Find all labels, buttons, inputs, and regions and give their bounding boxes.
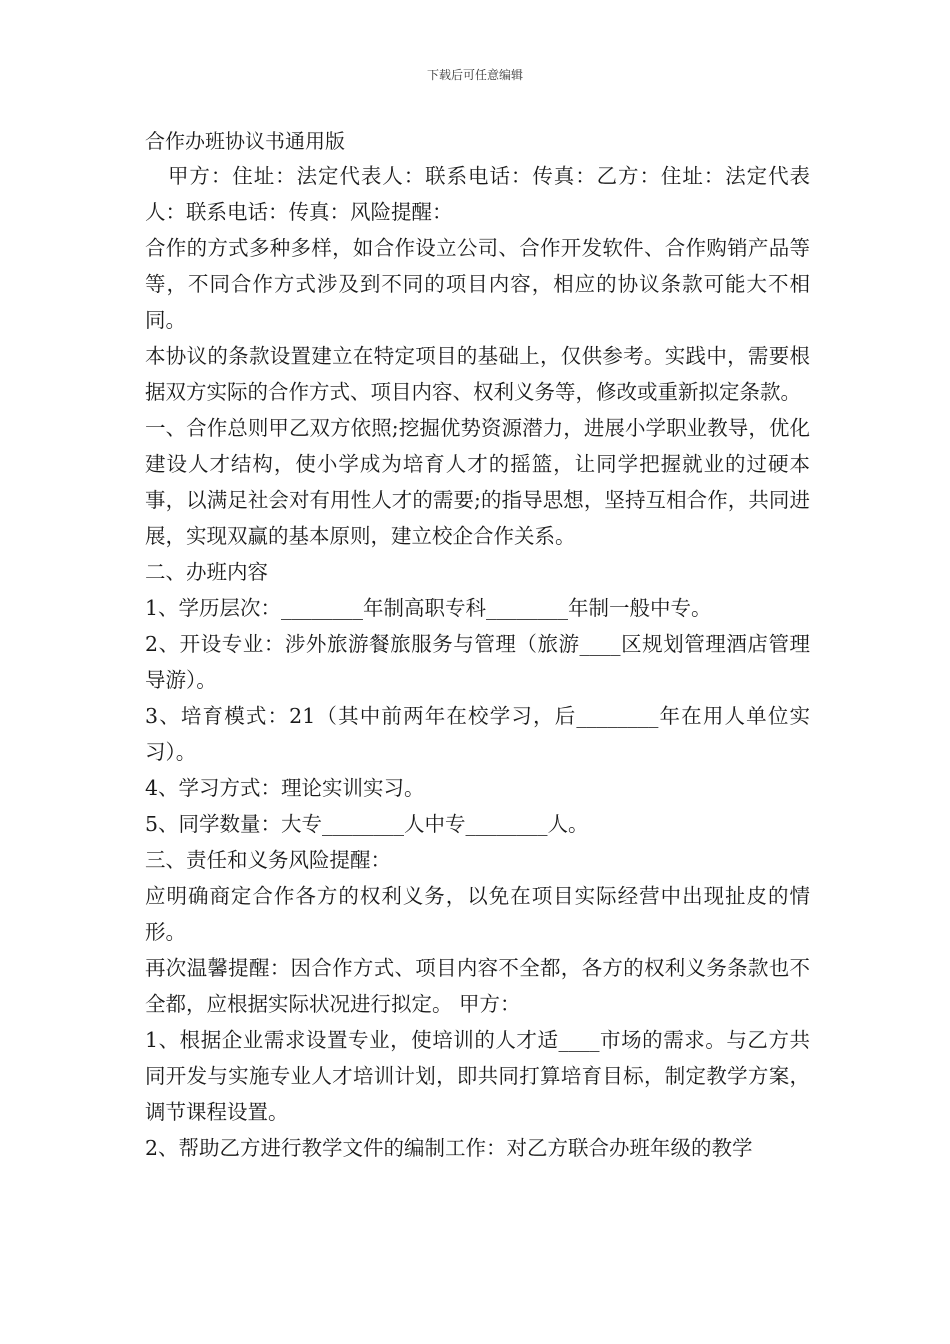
item-training-mode: 3、培育模式：21（其中前两年在校学习，后________年在用人单位实习）。	[145, 704, 810, 764]
document-title: 合作办班协议书通用版	[145, 129, 345, 153]
paragraph-clause-basis: 本协议的条款设置建立在特定项目的基础上，仅供参考。实践中，需要根据双方实际的合作方式、项目内容、权利义务等，修改或重新拟定条款。	[145, 344, 810, 404]
party-a-duty-2: 2、帮助乙方进行教学文件的编制工作：对乙方联合办班年级的教学	[145, 1136, 753, 1160]
paragraph-cooperation-modes: 合作的方式多种多样，如合作设立公司、合作开发软件、合作购销产品等等，不同合作方式涉及到不同的项目内容，相应的协议条款可能大不相同。	[145, 236, 810, 332]
parties-paragraph: 甲方：住址：法定代表人：联系电话：传真：乙方：住址：法定代表人：联系电话：传真：风险提醒：	[145, 164, 810, 224]
paragraph-reminder: 再次温馨提醒：因合作方式、项目内容不全都，各方的权利义务条款也不全都，应根据实际状况进行拟定。 甲方：	[145, 956, 810, 1016]
header-note: 下载后可任意编辑	[426, 68, 523, 82]
party-a-duty-1: 1、根据企业需求设置专业，使培训的人才适____市场的需求。与乙方共同开发与实施专业人才培训计划，即共同打算培育目标，制定教学方案，调节课程设置。	[145, 1028, 810, 1124]
document-body	[145, 124, 810, 1166]
item-study-method: 4、学习方式：理论实训实习。	[145, 776, 425, 800]
section-general-principles: 一、合作总则甲乙双方依照;挖掘优势资源潜力，进展小学职业教导，优化建设人才结构，使小学成为培育人才的摇篮，让同学把握就业的过硬本事，以满足社会对有用性人才的需要;的指导思想，坚持互相合作，共同进展，实现双赢的基本原则，建立校企合作关系。	[145, 416, 810, 548]
section-heading-responsibilities: 三、责任和义务风险提醒：	[145, 848, 391, 872]
paragraph-rights-obligations: 应明确商定合作各方的权利义务，以免在项目实际经营中出现扯皮的情形。	[145, 884, 810, 944]
item-education-level: 1、学历层次：________年制高职专科________年制一般中专。	[145, 596, 712, 620]
item-major: 2、开设专业：涉外旅游餐旅服务与管理（旅游____区规划管理酒店管理导游）。	[145, 632, 810, 692]
section-heading-content: 二、办班内容	[145, 560, 268, 584]
item-student-count: 5、同学数量：大专________人中专________人。	[145, 812, 589, 836]
